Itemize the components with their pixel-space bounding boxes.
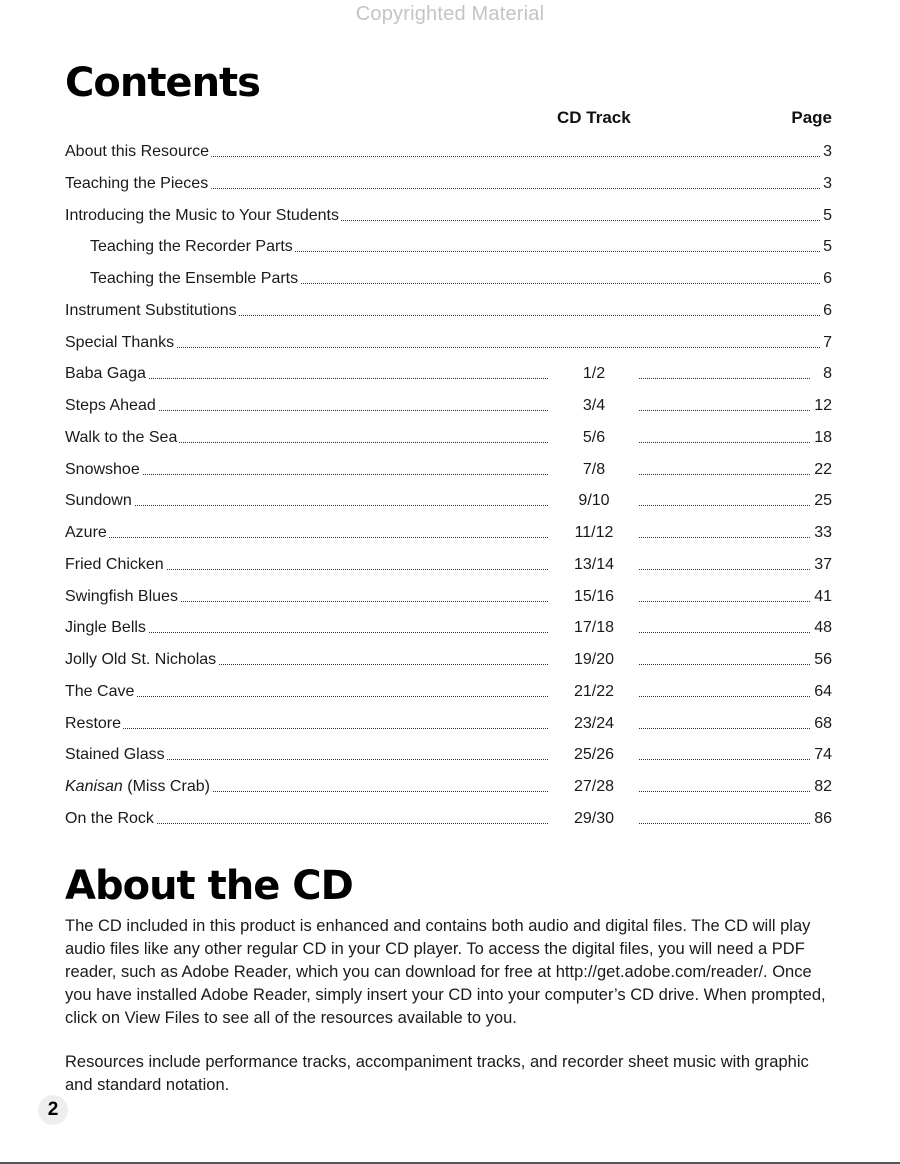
toc-entry-page: 5	[823, 206, 832, 224]
toc-row	[65, 460, 832, 492]
toc-entry-cd-track: 3/4	[549, 396, 639, 416]
toc-entry-title: Instrument Substitutions	[65, 301, 237, 319]
toc-row	[65, 301, 832, 333]
toc-entry-page: 33	[814, 524, 832, 541]
copyright-watermark: Copyrighted Material	[355, 3, 545, 25]
toc-entry-title: Introducing the Music to Your Students	[65, 206, 339, 224]
toc-entry-title: About this Resource	[65, 143, 210, 160]
toc-entry-title: Teaching the Recorder Parts	[90, 238, 293, 256]
dot-leader	[610, 505, 810, 506]
toc-row	[65, 491, 832, 523]
dot-leader	[610, 728, 810, 729]
dot-leader	[610, 569, 810, 570]
toc-row	[65, 777, 832, 809]
toc-row	[65, 618, 832, 650]
dot-leader	[65, 728, 606, 729]
cd-track-column-header: CD Track	[557, 108, 631, 127]
dot-leader	[610, 696, 810, 697]
toc-entry-cd-track: 1/2	[549, 364, 639, 384]
toc-row	[65, 206, 832, 238]
toc-entry-title: Stained Glass	[65, 746, 165, 764]
toc-entry-title: Restore	[65, 714, 122, 732]
toc-row	[65, 174, 832, 206]
toc-entry-title: Teaching the Pieces	[65, 174, 209, 192]
toc-entry-title: Jingle Bells	[65, 619, 146, 637]
dot-leader	[65, 505, 606, 506]
toc-entry-cd-track: 23/24	[549, 714, 639, 734]
dot-leader	[610, 664, 810, 665]
toc-entry-cd-track: 15/16	[549, 587, 639, 607]
toc-entry-page: 64	[814, 682, 832, 700]
toc-entry-page: 6	[823, 301, 832, 319]
page-column-header: Page	[791, 108, 832, 127]
toc-entry-title: Fried Chicken	[65, 555, 164, 573]
dot-leader	[610, 537, 810, 538]
toc-row	[65, 650, 832, 682]
toc-entry-page: 3	[823, 143, 832, 160]
toc-entry-cd-track: 27/28	[549, 777, 639, 797]
toc-entry-cd-track: 5/6	[549, 428, 639, 448]
toc-entry-title: Snowshoe	[65, 460, 140, 478]
toc-entry-page: 3	[823, 174, 832, 192]
toc-entry-title	[65, 777, 212, 797]
dot-leader	[610, 759, 810, 760]
contents-heading: Contents	[65, 60, 260, 106]
toc-entry-page: 7	[823, 333, 832, 351]
dot-leader	[610, 378, 810, 379]
dot-leader	[610, 823, 810, 824]
toc-entry-title-rest: (Miss Crab)	[122, 778, 210, 795]
dot-leader	[65, 474, 606, 475]
toc-entry-page: 48	[814, 619, 832, 637]
toc-entry-cd-track: 9/10	[549, 491, 639, 511]
toc-entry-page: 86	[814, 809, 832, 827]
toc-entry-cd-track: 21/22	[549, 682, 639, 702]
toc-entry-page: 37	[814, 555, 832, 573]
toc-entry-title: Swingfish Blues	[65, 587, 178, 605]
toc-entry-page: 56	[814, 651, 832, 668]
about-paragraph-2: Resources include performance tracks, accompaniment tracks, and recorder sheet music with graphic and standard notation.	[65, 1053, 809, 1094]
toc-entry-title: On the Rock	[65, 809, 154, 827]
toc-row	[65, 587, 832, 619]
toc-row	[65, 396, 832, 428]
about-paragraph-1: The CD included in this product is enhanced and contains both audio and digital files. The CD will play audio files like any other regular CD in your CD player. To access the digital files, you will need a PDF reader, such as Adobe Reader, which you can download for free at http://get.adobe.com/reader/. Once you have installed Adobe Reader, simply insert your CD into your computer’s CD drive. When prompted, click on View Files to see all of the resources available to you.	[65, 917, 826, 1027]
dot-leader	[610, 632, 810, 633]
toc-row	[90, 269, 832, 301]
toc-row	[65, 745, 832, 777]
toc-entry-title: Special Thanks	[65, 333, 175, 351]
toc-entry-page: 74	[814, 746, 832, 764]
toc-row	[65, 523, 832, 555]
toc-row	[65, 333, 832, 365]
toc-entry-title: Baba Gaga	[65, 365, 146, 383]
toc-row	[90, 237, 832, 269]
toc-entry-title-italic: Kanisan	[65, 778, 123, 795]
toc-entry-title: Teaching the Ensemble Parts	[90, 270, 299, 287]
toc-entry-page: 22	[814, 460, 832, 478]
toc-row	[65, 142, 832, 174]
dot-leader	[65, 696, 606, 697]
dot-leader	[610, 601, 810, 602]
toc-entry-cd-track: 13/14	[549, 555, 639, 575]
toc-entry-cd-track: 25/26	[549, 745, 639, 765]
toc-entry-page: 6	[823, 270, 832, 287]
toc-entry-page: 25	[814, 492, 832, 510]
toc-row	[65, 364, 832, 396]
dot-leader	[610, 791, 810, 792]
toc-row	[65, 682, 832, 714]
page-number-badge: 2	[38, 1095, 68, 1125]
dot-leader	[65, 347, 822, 348]
toc-entry-title: The Cave	[65, 682, 135, 700]
toc-row	[65, 714, 832, 746]
toc-entry-title: Steps Ahead	[65, 397, 156, 414]
toc-entry-cd-track: 11/12	[549, 523, 639, 543]
dot-leader	[65, 537, 606, 538]
toc-entry-page: 8	[823, 365, 832, 383]
dot-leader	[610, 410, 810, 411]
dot-leader	[610, 442, 810, 443]
about-cd-heading: About the CD	[65, 863, 353, 909]
toc-entry-page: 41	[814, 587, 832, 605]
toc-entry-title: Jolly Old St. Nicholas	[65, 651, 217, 668]
toc-entry-page: 18	[814, 428, 832, 446]
toc-row	[65, 555, 832, 587]
dot-leader	[610, 474, 810, 475]
toc-entry-cd-track: 7/8	[549, 460, 639, 480]
toc-entry-page: 5	[823, 238, 832, 256]
toc-row	[65, 809, 832, 841]
toc-entry-cd-track: 19/20	[549, 650, 639, 670]
toc-entry-page: 82	[814, 778, 832, 795]
toc-entry-page: 68	[814, 714, 832, 732]
toc-entry-cd-track: 29/30	[549, 809, 639, 829]
toc-entry-title: Sundown	[65, 492, 132, 510]
toc-entry-page: 12	[814, 397, 832, 414]
toc-entry-title: Azure	[65, 524, 107, 541]
toc-entry-cd-track: 17/18	[549, 618, 639, 638]
toc-row	[65, 428, 832, 460]
toc-entry-title: Walk to the Sea	[65, 428, 178, 446]
